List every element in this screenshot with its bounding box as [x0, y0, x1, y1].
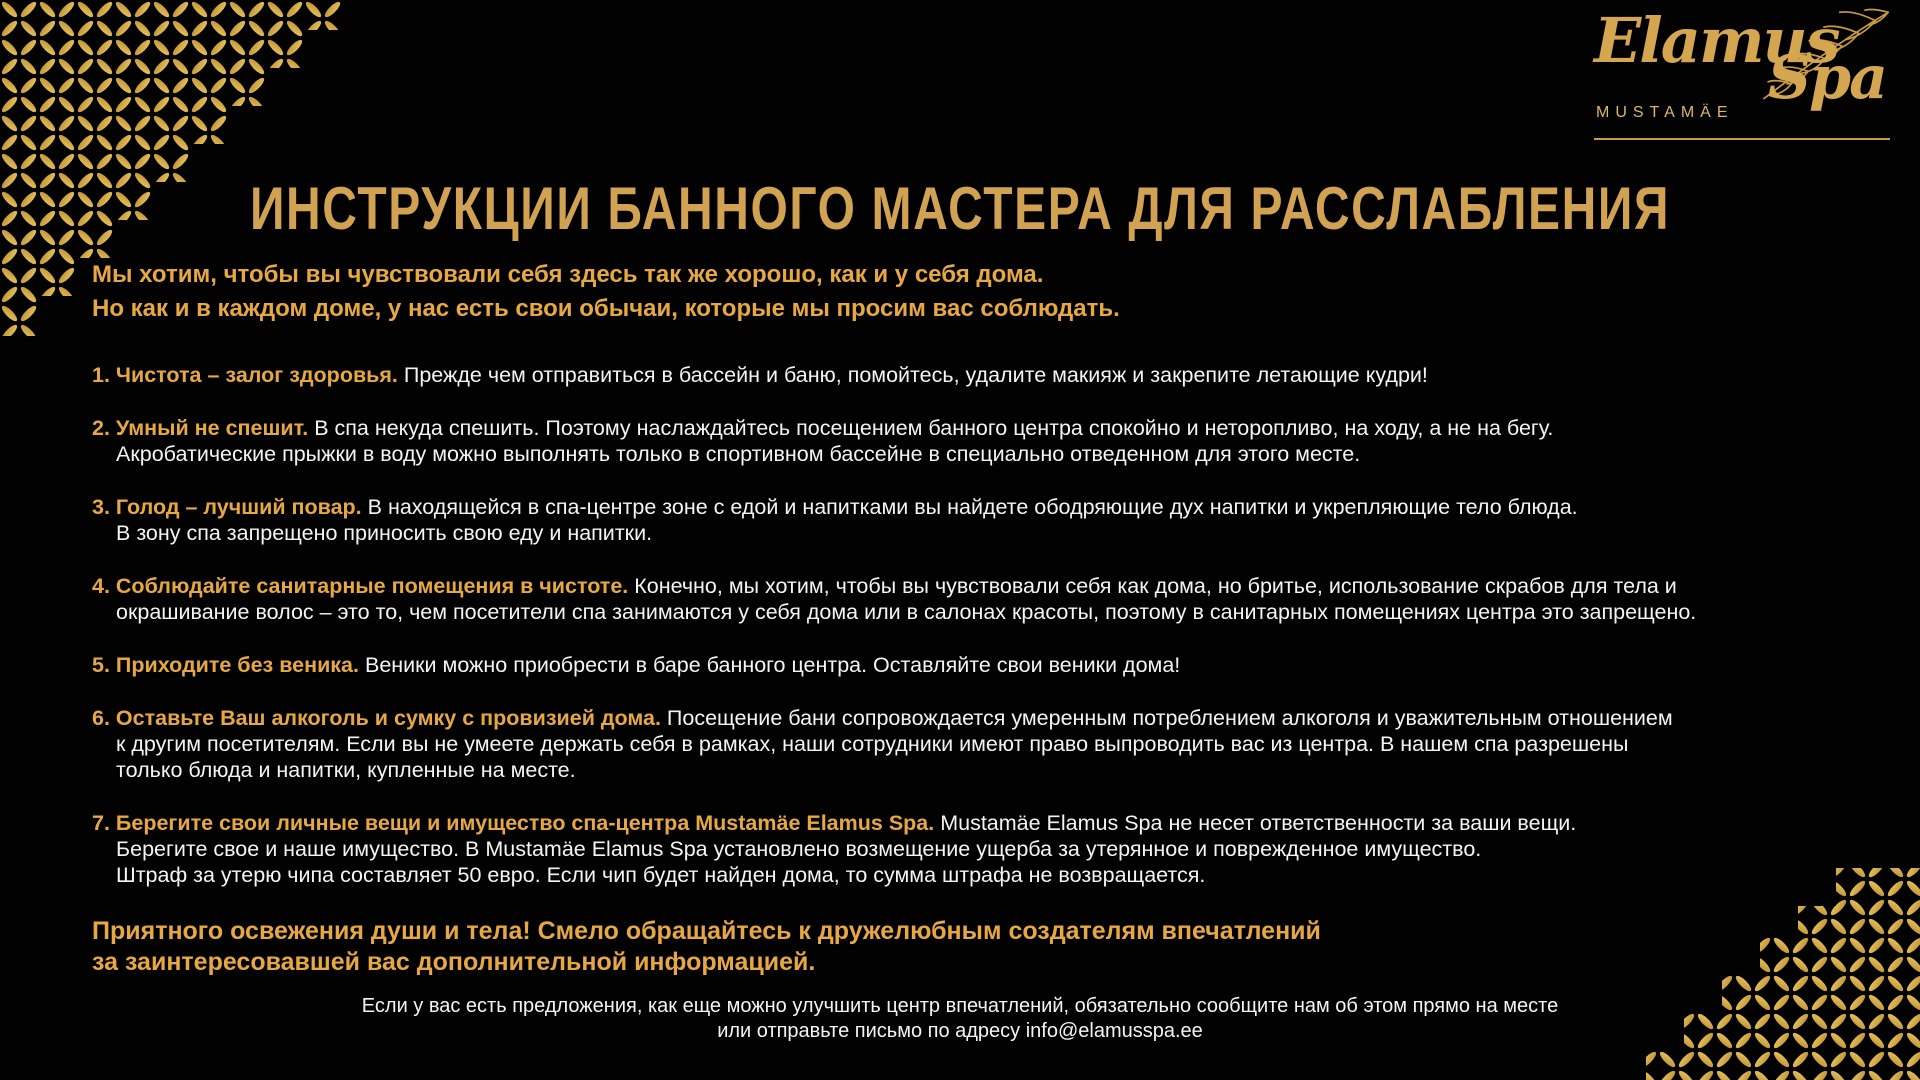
- rule-text: Конечно, мы хотим, чтобы вы чувствовали себя как дома, но бритье, использование скрабов для тела и: [628, 574, 1677, 598]
- intro-line: Мы хотим, чтобы вы чувствовали себя здесь так же хорошо, как и у себя дома.: [92, 261, 1044, 288]
- page-title: ИНСТРУКЦИИ БАННОГО МАСТЕРА ДЛЯ РАССЛАБЛЕНИЯ: [249, 175, 1671, 242]
- rule-item: [92, 415, 1892, 467]
- rule-text-line: Акробатические прыжки в воду можно выполнять только в спортивном бассейне в специально отведенном для этого месте.: [116, 442, 1361, 466]
- closing-paragraph: [92, 916, 1321, 978]
- rule-item: [92, 573, 1892, 625]
- rule-heading: 2. Умный не спешит.: [92, 416, 309, 440]
- rule-item: [92, 810, 1892, 888]
- rule-item: [92, 652, 1892, 678]
- rule-item: [92, 362, 1892, 388]
- rule-text: Веники можно приобрести в баре банного центра. Оставляйте свои веники дома!: [359, 653, 1181, 677]
- brand-logo: [1594, 4, 1890, 150]
- intro-line: Но как и в каждом доме, у нас есть свои обычаи, которые мы просим вас соблюдать.: [92, 295, 1120, 322]
- logo-wordmark-spa: Spa: [1767, 43, 1886, 113]
- contact-line-prefix: или отправьте письмо по адресу: [717, 1020, 1026, 1042]
- rule-text-line: только блюда и напитки, купленные на месте.: [116, 758, 576, 782]
- logo-wordmark-elamus: Elamus: [1594, 4, 1839, 77]
- rule-text: Посещение бани сопровождается умеренным потреблением алкоголя и уважительным отношением: [660, 706, 1673, 730]
- rule-item: [92, 705, 1892, 783]
- logo-underline: [1594, 138, 1890, 140]
- rule-text-line: окрашивание волос – это то, чем посетители спа занимаются у себя дома или в салонах красоты, поэтому в санитарных помещениях центра это запрещено.: [116, 600, 1697, 624]
- rule-text-line: Штраф за утерю чипа составляет 50 евро. Если чип будет найден дома, то сумма штрафа не возвращается.: [116, 863, 1206, 887]
- rules-list: [92, 362, 1892, 915]
- rule-text-line: к другим посетителям. Если вы не умеете держать себя в рамках, наши сотрудники имеют право выпроводить вас из центра. В нашем спа разрешены: [116, 732, 1629, 756]
- rule-text-line: Берегите свое и наше имущество. В Mustamäe Elamus Spa установлено возмещение ущерба за утерянное и поврежденное имущество.: [116, 837, 1482, 861]
- rule-text-line: В зону спа запрещено приносить свою еду и напитки.: [116, 521, 653, 545]
- rule-heading: 4. Соблюдайте санитарные помещения в чистоте.: [92, 574, 629, 598]
- rule-text: Mustamäe Elamus Spa не несет ответственности за ваши вещи.: [934, 811, 1577, 835]
- contact-line: [0, 1019, 1920, 1044]
- rule-heading: 5. Приходите без веника.: [92, 653, 359, 677]
- intro-paragraph: [92, 258, 1120, 326]
- contact-note: [0, 994, 1920, 1044]
- rule-heading: 7. Берегите свои личные вещи и имущество спа-центра Mustamäe Elamus Spa.: [92, 811, 935, 835]
- contact-line: Если у вас есть предложения, как еще можно улучшить центр впечатлений, обязательно сообщите нам об этом прямо на месте: [361, 995, 1559, 1017]
- email-address: info@elamusspa.ee: [1025, 1020, 1203, 1042]
- logo-location-label: MUSTAMÄE: [1596, 104, 1734, 121]
- closing-line: Приятного освежения души и тела! Смело обращайтесь к дружелюбным создателям впечатлений: [92, 917, 1321, 945]
- rule-heading: 6. Оставьте Ваш алкоголь и сумку с провизией дома.: [92, 706, 661, 730]
- rule-text: Прежде чем отправиться в бассейн и баню, помойтесь, удалите макияж и закрепите летающие кудри!: [397, 363, 1428, 387]
- rule-heading: 1. Чистота – залог здоровья.: [92, 363, 398, 387]
- rule-item: [92, 494, 1892, 546]
- rule-text: В находящейся в спа-центре зоне с едой и напитками вы найдете ободряющие дух напитки и укрепляющие тело блюда.: [361, 495, 1578, 519]
- rule-heading: 3. Голод – лучший повар.: [92, 495, 362, 519]
- rule-text: В спа некуда спешить. Поэтому наслаждайтесь посещением банного центра спокойно и неторопливо, на ходу, а не на бегу.: [308, 416, 1554, 440]
- closing-line: за заинтересовавшей вас дополнительной информацией.: [92, 948, 816, 976]
